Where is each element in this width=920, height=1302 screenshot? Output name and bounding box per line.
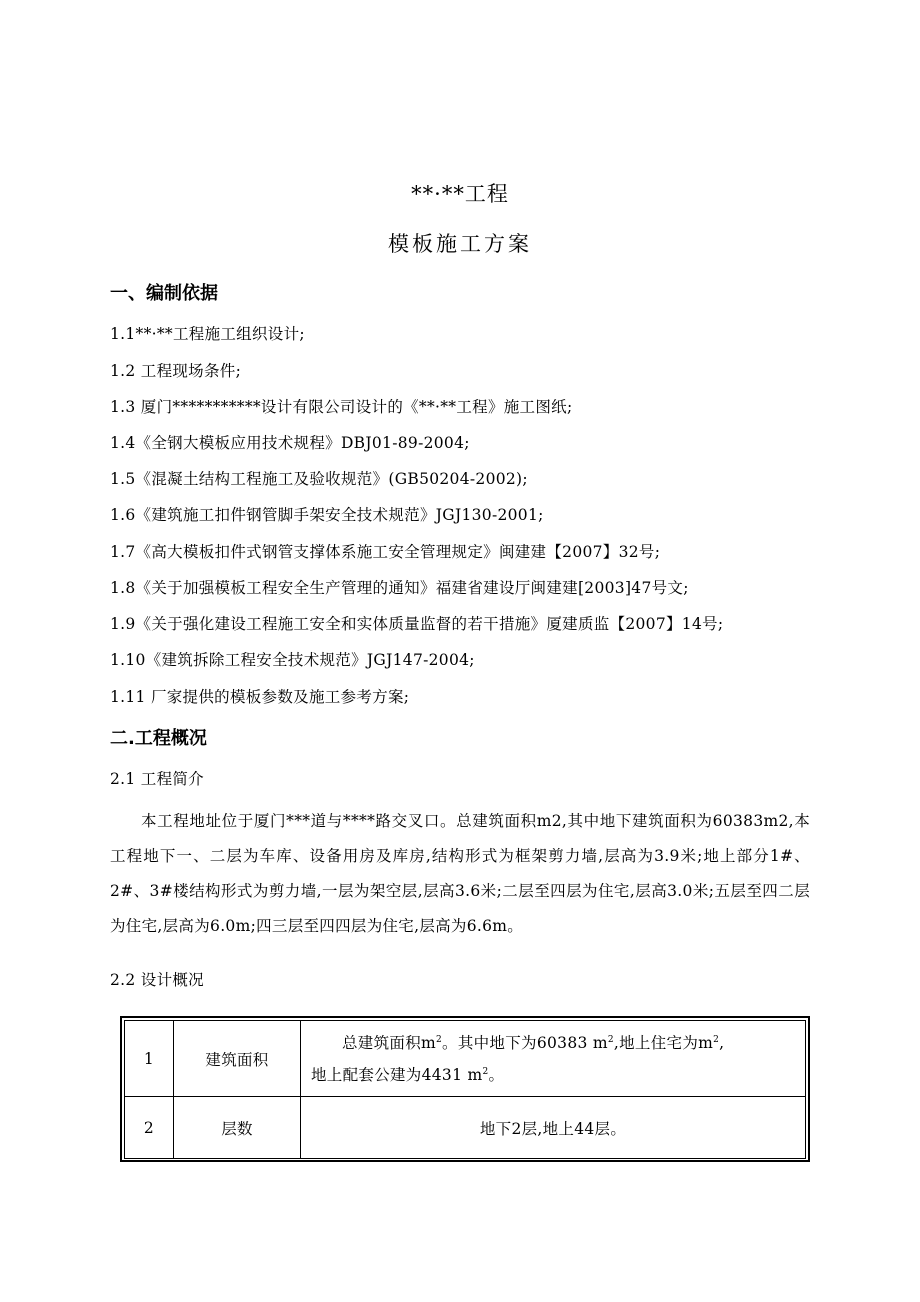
unit-superscript: 2	[607, 1034, 614, 1045]
basis-item-1-11: 1.11 厂家提供的模板参数及施工参考方案;	[110, 688, 410, 706]
table-row	[125, 1021, 806, 1097]
row-number: 2	[125, 1097, 174, 1159]
basis-item-1-1: 1.1**·**工程施工组织设计;	[110, 325, 305, 343]
row-number: 1	[125, 1021, 174, 1097]
table-row	[125, 1097, 806, 1159]
subsection-2-2: 2.2 设计概况	[110, 971, 204, 989]
row-label: 建筑面积	[174, 1021, 301, 1097]
area-text-3: ,地上住宅为m	[613, 1033, 714, 1052]
design-overview-table	[120, 1016, 810, 1162]
basis-item-1-5: 1.5《混凝土结构工程施工及验收规范》(GB50204-2002);	[110, 470, 528, 488]
basis-item-1-2: 1.2 工程现场条件;	[110, 362, 242, 380]
basis-item-1-3: 1.3 厦门***********设计有限公司设计的《**·**工程》施工图纸;	[110, 398, 573, 416]
section2-heading: 二.工程概况	[110, 728, 207, 749]
section1-heading: 一、编制依据	[110, 283, 218, 304]
unit-superscript: 2	[436, 1034, 443, 1045]
basis-item-1-4: 1.4《全钢大模板应用技术规程》DBJ01-89-2004;	[110, 434, 470, 452]
row-label: 层数	[174, 1097, 301, 1159]
area-text-6: 。	[488, 1065, 505, 1084]
project-intro-paragraph: 本工程地址位于厦门***道与****路交叉口。总建筑面积m2,其中地下建筑面积为60383m2,本工程地下一、二层为车库、设备用房及库房,结构形式为框架剪力墙,层高为3.9米;地上部分1#、2#、3#楼结构形式为剪力墙,一层为架空层,层高3.6米;二层至四层为住宅,层高3.0米;五层至四二层为住宅,层高为6.0m;四三层至四四层为住宅,层高为6.6m。	[110, 812, 810, 935]
row-value: 地下2层,地上44层。	[301, 1097, 806, 1159]
unit-superscript: 2	[482, 1066, 489, 1077]
basis-item-1-10: 1.10《建筑拆除工程安全技术规范》JGJ147-2004;	[110, 651, 475, 669]
unit-superscript: 2	[713, 1034, 720, 1045]
document-title: **·**工程	[411, 182, 509, 206]
row-value	[301, 1021, 806, 1097]
basis-item-1-7: 1.7《高大模板扣件式钢管支撑体系施工安全管理规定》闽建建【2007】32号;	[110, 543, 661, 561]
area-text-2: 。其中地下为60383 m	[442, 1033, 608, 1052]
area-text-1: 总建筑面积m	[342, 1033, 436, 1052]
area-text-5: 地上配套公建为4431 m	[311, 1065, 483, 1084]
subsection-2-1: 2.1 工程简介	[110, 770, 204, 788]
basis-item-1-8: 1.8《关于加强模板工程安全生产管理的通知》福建省建设厅闽建建[2003]47号文;	[110, 579, 689, 597]
document-subtitle: 模板施工方案	[388, 232, 532, 256]
basis-item-1-9: 1.9《关于强化建设工程施工安全和实体质量监督的若干措施》厦建质监【2007】14号;	[110, 615, 724, 633]
basis-item-1-6: 1.6《建筑施工扣件钢管脚手架安全技术规范》JGJ130-2001;	[110, 506, 544, 524]
area-text-4: ,	[719, 1033, 725, 1052]
